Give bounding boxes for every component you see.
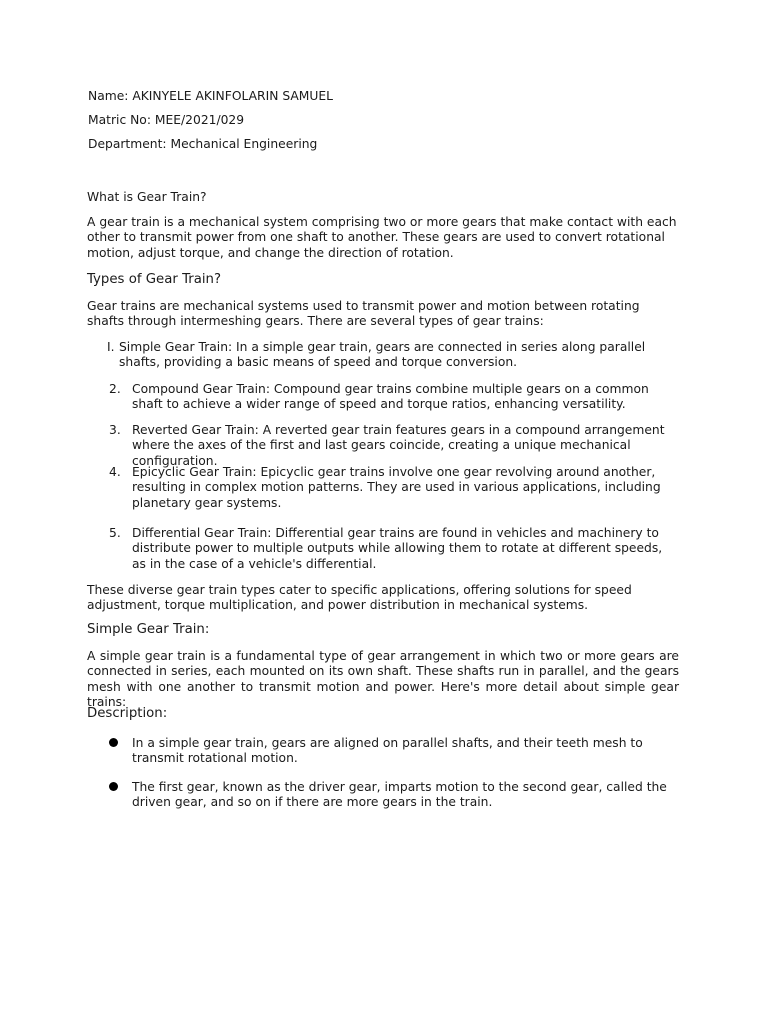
student-name: Name: AKINYELE AKINFOLARIN SAMUEL: [88, 89, 333, 103]
list-item-reverted-gear-train: Reverted Gear Train: A reverted gear train features gears in a compound arrangement where the axes of the first and last gears coincide, creating a unique mechanical configuration.: [132, 423, 665, 468]
list-item-epicyclic-gear-train: Epicyclic Gear Train: Epicyclic gear trains involve one gear revolving around another, resulting in complex motion patterns. They are used in various applications, including planetary gear systems.: [132, 465, 661, 510]
bullet-icon: [109, 738, 118, 747]
bullet-icon: [109, 782, 118, 791]
bullet-item-aligned-shafts: In a simple gear train, gears are aligned on parallel shafts, and their teeth mesh to transmit rotational motion.: [132, 736, 643, 766]
paragraph-definition: A gear train is a mechanical system comprising two or more gears that make contact with each other to transmit power from one shaft to another. These gears are used to convert rotational motion, adjust torque, and change the direction of rotation.: [87, 215, 677, 260]
list-item-compound-gear-train: Compound Gear Train: Compound gear trains combine multiple gears on a common shaft to achieve a wider range of speed and torque ratios, enhancing versatility.: [132, 382, 649, 412]
paragraph-types-closing: These diverse gear train types cater to specific applications, offering solutions for speed adjustment, torque multiplication, and power distribution in mechanical systems.: [87, 583, 632, 613]
list-marker: 2.: [109, 382, 121, 396]
matric-number: Matric No: MEE/2021/029: [88, 113, 245, 127]
heading-description: Description:: [87, 706, 168, 721]
list-item-text: Simple Gear Train: In a simple gear train, gears are connected in series along parallel shafts, providing a basic means of speed and torque conversion.: [119, 340, 646, 370]
list-marker: 4.: [109, 465, 121, 479]
department: Department: Mechanical Engineering: [88, 137, 318, 151]
list-marker: 3.: [109, 423, 121, 437]
heading-what-is-gear-train: What is Gear Train?: [87, 190, 207, 204]
heading-types-of-gear-train: Types of Gear Train?: [87, 272, 222, 287]
paragraph-simple-gear-train: A simple gear train is a fundamental type of gear arrangement in which two or more gears are connected in series, each mounted on its own shaft. These shafts run in parallel, and the gears mesh with one another to transmit motion and power. Here's more detail about simple gear trains:: [87, 649, 679, 709]
paragraph-types-intro: Gear trains are mechanical systems used to transmit power and motion between rotating shafts through intermeshing gears. There are several types of gear trains:: [87, 299, 640, 329]
heading-simple-gear-train: Simple Gear Train:: [87, 622, 210, 637]
list-marker: I.: [107, 340, 115, 354]
list-marker: 5.: [109, 526, 121, 540]
list-item-differential-gear-train: Differential Gear Train: Differential gear trains are found in vehicles and machinery to distribute power to multiple outputs while allowing them to rotate at different speeds, as in the case of a vehicle's differential.: [132, 526, 663, 571]
bullet-item-driver-gear: The first gear, known as the driver gear, imparts motion to the second gear, called the driven gear, and so on if there are more gears in the train.: [132, 780, 667, 810]
list-item-simple-gear-train: [106, 340, 679, 371]
